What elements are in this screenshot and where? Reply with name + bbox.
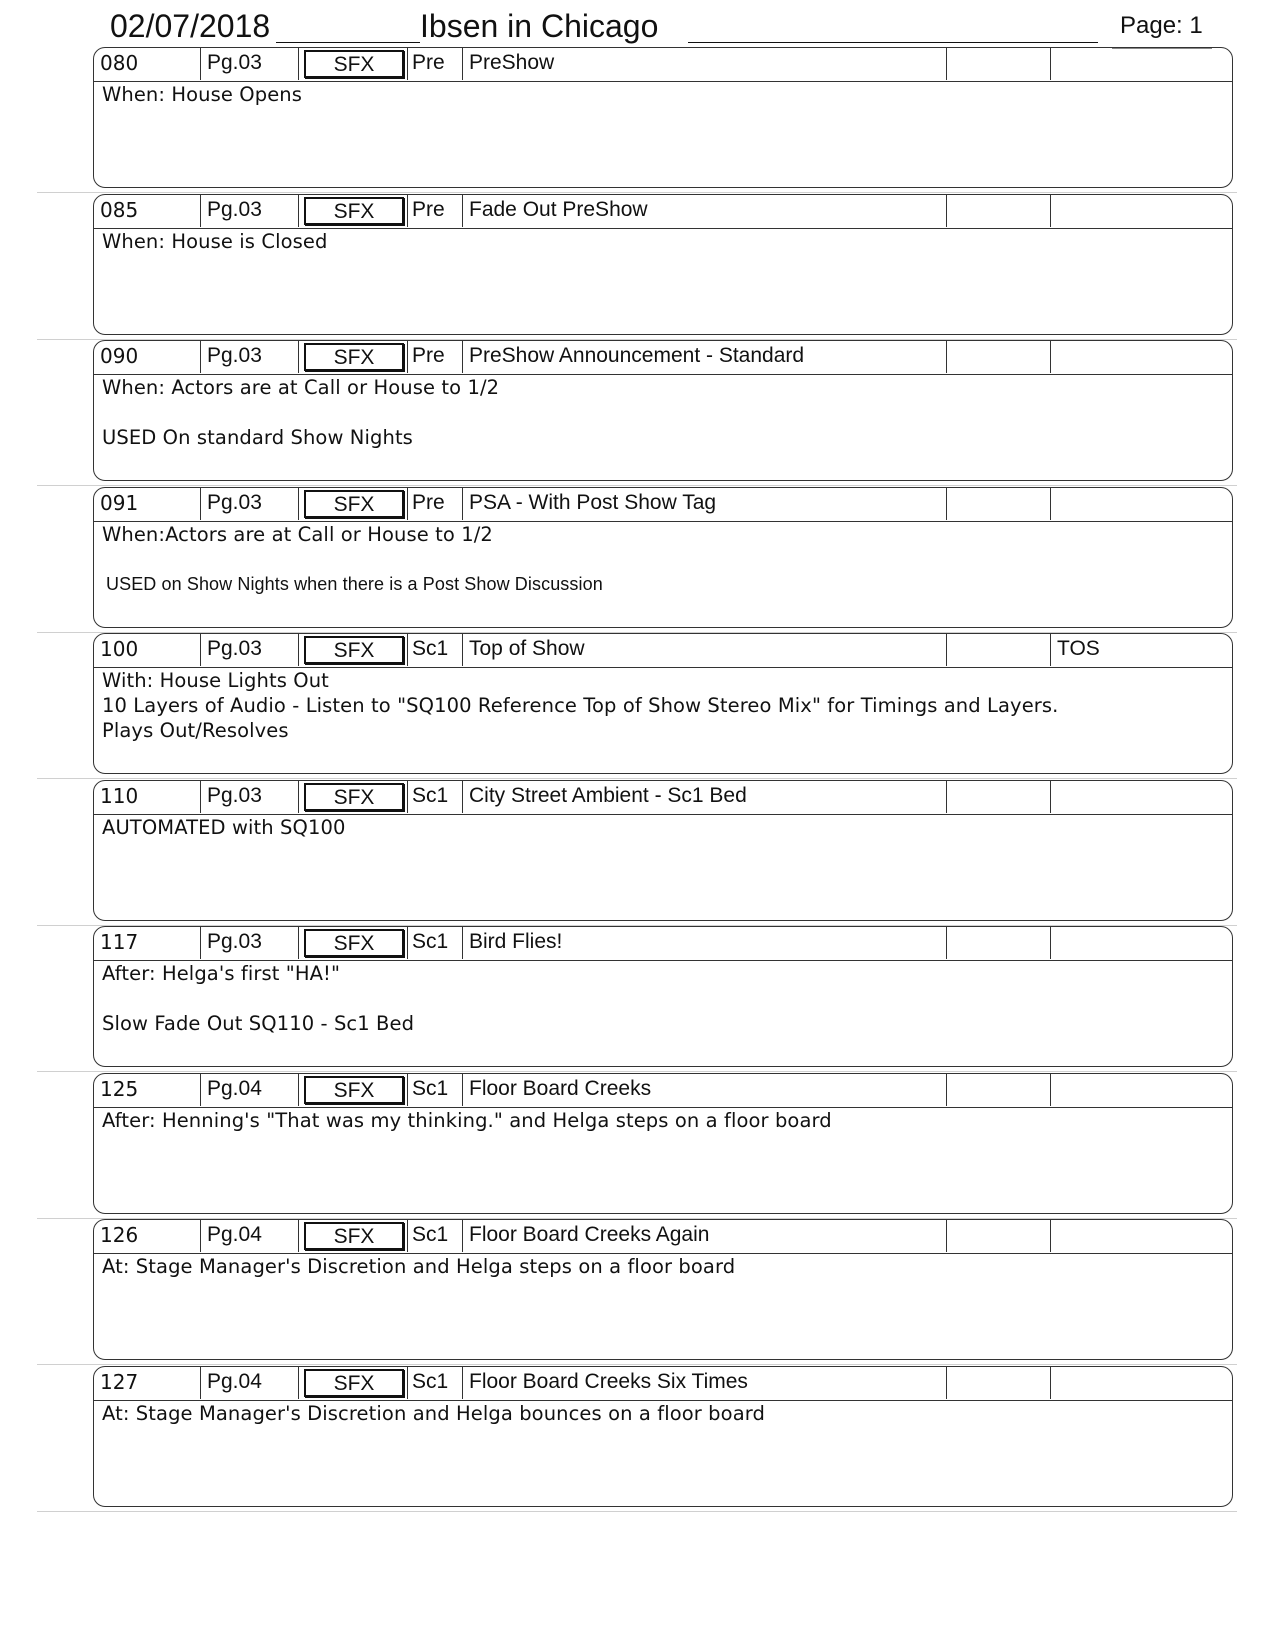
cue-header-row bbox=[94, 48, 1232, 82]
cue-extra-field bbox=[947, 195, 1051, 227]
cue-extra-field bbox=[947, 488, 1051, 520]
cue-extra-field bbox=[947, 48, 1051, 80]
cue-scene: Sc1 bbox=[407, 1220, 463, 1252]
cue-tag bbox=[1051, 48, 1231, 80]
cue-note-line: With: House Lights Out bbox=[102, 669, 329, 692]
cue-note-line: USED on Show Nights when there is a Post Show Discussion bbox=[106, 573, 603, 594]
cue-card[interactable] bbox=[93, 47, 1233, 188]
cue-number: 085 bbox=[94, 195, 201, 227]
show-date: 02/07/2018 bbox=[110, 8, 271, 44]
cue-note-line: When:Actors are at Call or House to 1/2 bbox=[102, 522, 493, 546]
cue-card[interactable] bbox=[93, 780, 1233, 921]
cue-scene: Sc1 bbox=[407, 781, 463, 813]
cue-header-row bbox=[94, 927, 1232, 961]
cue-page: Pg.03 bbox=[201, 341, 299, 373]
cue-row bbox=[0, 633, 1275, 780]
cue-number: 126 bbox=[94, 1220, 201, 1252]
cue-type-badge: SFX bbox=[304, 929, 404, 957]
cue-description: Floor Board Creeks Again bbox=[463, 1220, 947, 1252]
cue-note-line: At: Stage Manager's Discretion and Helga bounces on a floor board bbox=[102, 1401, 765, 1425]
cue-row bbox=[0, 47, 1275, 194]
cue-header-row bbox=[94, 195, 1232, 229]
cue-header-row bbox=[94, 781, 1232, 815]
cue-page: Pg.03 bbox=[201, 781, 299, 813]
cue-tag bbox=[1051, 781, 1231, 813]
cue-card[interactable] bbox=[93, 1366, 1233, 1507]
cue-note-line: After: Henning's "That was my thinking." and Helga steps on a floor board bbox=[102, 1108, 832, 1132]
cue-notes bbox=[102, 961, 1222, 1036]
cue-list bbox=[0, 47, 1275, 1512]
cue-description: PSA - With Post Show Tag bbox=[463, 488, 947, 520]
cue-tag bbox=[1051, 1074, 1231, 1106]
cue-notes bbox=[102, 82, 1222, 107]
cue-notes bbox=[102, 668, 1222, 743]
cue-page: Pg.03 bbox=[201, 195, 299, 227]
cue-notes bbox=[102, 1401, 1222, 1426]
cue-row bbox=[0, 780, 1275, 927]
cue-note-line bbox=[102, 400, 1222, 425]
cue-extra-field bbox=[947, 634, 1051, 666]
cue-number: 091 bbox=[94, 488, 201, 520]
cue-extra-field bbox=[947, 1367, 1051, 1399]
cue-type-badge: SFX bbox=[304, 1076, 404, 1104]
cue-note-line: AUTOMATED with SQ100 bbox=[102, 815, 346, 839]
cue-type-badge: SFX bbox=[304, 197, 404, 225]
cue-notes bbox=[102, 522, 1222, 597]
cue-row bbox=[0, 1073, 1275, 1220]
cue-scene: Pre bbox=[407, 341, 463, 373]
cue-note-line: At: Stage Manager's Discretion and Helga steps on a floor board bbox=[102, 1255, 736, 1278]
cue-page: Pg.04 bbox=[201, 1220, 299, 1252]
cue-scene: Pre bbox=[407, 195, 463, 227]
cue-note-line bbox=[102, 986, 1222, 1011]
cue-scene: Sc1 bbox=[407, 1074, 463, 1106]
cue-extra-field bbox=[947, 1074, 1051, 1106]
page-header bbox=[110, 6, 1210, 50]
cue-scene: Sc1 bbox=[407, 927, 463, 959]
cue-note-line: When: House Opens bbox=[102, 83, 303, 106]
cue-number: 125 bbox=[94, 1074, 201, 1106]
cue-number: 127 bbox=[94, 1367, 201, 1399]
cue-scene: Pre bbox=[407, 488, 463, 520]
cue-extra-field bbox=[947, 781, 1051, 813]
cue-tag: TOS bbox=[1057, 637, 1100, 660]
cue-row bbox=[0, 194, 1275, 341]
show-title: Ibsen in Chicago bbox=[420, 8, 659, 44]
cue-tag bbox=[1051, 488, 1231, 520]
cue-note-line: When: Actors are at Call or House to 1/2 bbox=[102, 376, 500, 399]
page-number: Page: 1 bbox=[1120, 12, 1203, 39]
cue-note-line: 10 Layers of Audio - Listen to "SQ100 Reference Top of Show Stereo Mix" for Timings and Layers. bbox=[102, 694, 1059, 717]
cue-header-row bbox=[94, 1367, 1232, 1401]
cue-number: 090 bbox=[94, 341, 201, 373]
cue-type-badge: SFX bbox=[304, 1222, 404, 1250]
cue-note-line: When: House is Closed bbox=[102, 229, 328, 253]
cue-page: Pg.03 bbox=[201, 927, 299, 959]
cue-number: 110 bbox=[94, 781, 201, 813]
cue-scene: Pre bbox=[407, 48, 463, 80]
cue-card[interactable] bbox=[93, 1219, 1233, 1360]
cue-row bbox=[0, 926, 1275, 1073]
cue-header-row bbox=[94, 1220, 1232, 1254]
cue-note-line: After: Helga's first "HA!" bbox=[102, 962, 341, 985]
cue-tag bbox=[1051, 341, 1231, 373]
cue-scene: Sc1 bbox=[407, 634, 463, 666]
cue-notes bbox=[102, 375, 1222, 450]
cue-notes bbox=[102, 1108, 1222, 1133]
cue-card[interactable] bbox=[93, 487, 1233, 628]
cue-tag bbox=[1051, 1220, 1231, 1252]
cue-card[interactable] bbox=[93, 194, 1233, 335]
cue-number: 117 bbox=[94, 927, 201, 959]
cue-number: 080 bbox=[94, 48, 201, 80]
cue-row bbox=[0, 340, 1275, 487]
cue-page: Pg.04 bbox=[201, 1367, 299, 1399]
cue-scene: Sc1 bbox=[407, 1367, 463, 1399]
cue-page: Pg.03 bbox=[201, 488, 299, 520]
cue-header-row bbox=[94, 341, 1232, 375]
row-divider bbox=[37, 1511, 1237, 1512]
cue-description: PreShow bbox=[463, 48, 947, 80]
cue-notes bbox=[102, 815, 1222, 840]
cue-note-line bbox=[102, 547, 1222, 572]
cue-notes bbox=[102, 229, 1222, 254]
cue-card[interactable] bbox=[93, 1073, 1233, 1214]
cue-description: Floor Board Creeks Six Times bbox=[463, 1367, 947, 1399]
cue-row bbox=[0, 1219, 1275, 1366]
cue-card[interactable] bbox=[93, 340, 1233, 481]
cue-extra-field bbox=[947, 341, 1051, 373]
cue-notes bbox=[102, 1254, 1222, 1279]
cue-extra-field bbox=[947, 927, 1051, 959]
header-underline bbox=[688, 42, 1098, 43]
cue-description: Bird Flies! bbox=[463, 927, 947, 959]
cue-page: Pg.03 bbox=[201, 634, 299, 666]
cue-card[interactable] bbox=[93, 633, 1233, 774]
cue-tag bbox=[1051, 1367, 1231, 1399]
cue-page: Pg.04 bbox=[201, 1074, 299, 1106]
cue-type-badge: SFX bbox=[304, 783, 404, 811]
cue-note-line: USED On standard Show Nights bbox=[102, 426, 413, 449]
cue-tag bbox=[1051, 195, 1231, 227]
cue-description: Floor Board Creeks bbox=[463, 1074, 947, 1106]
cue-number: 100 bbox=[94, 634, 201, 666]
cue-header-row bbox=[94, 634, 1232, 668]
cue-page: Pg.03 bbox=[201, 48, 299, 80]
cue-description: City Street Ambient - Sc1 Bed bbox=[463, 781, 947, 813]
cue-type-badge: SFX bbox=[304, 1369, 404, 1397]
cue-type-badge: SFX bbox=[304, 50, 404, 78]
cue-type-badge: SFX bbox=[304, 343, 404, 371]
cue-header-row bbox=[94, 1074, 1232, 1108]
cue-type-badge: SFX bbox=[304, 636, 404, 664]
cue-card[interactable] bbox=[93, 926, 1233, 1067]
cue-row bbox=[0, 487, 1275, 634]
cue-description: Fade Out PreShow bbox=[463, 195, 947, 227]
cue-extra-field bbox=[947, 1220, 1051, 1252]
cue-description: Top of Show bbox=[463, 634, 947, 666]
cue-note-line: Slow Fade Out SQ110 - Sc1 Bed bbox=[102, 1012, 415, 1035]
cue-description: PreShow Announcement - Standard bbox=[463, 341, 947, 373]
cue-row bbox=[0, 1366, 1275, 1513]
cue-type-badge: SFX bbox=[304, 490, 404, 518]
cue-header-row bbox=[94, 488, 1232, 522]
cue-note-line: Plays Out/Resolves bbox=[102, 719, 289, 742]
cue-tag bbox=[1051, 927, 1231, 959]
header-underline bbox=[276, 42, 420, 43]
